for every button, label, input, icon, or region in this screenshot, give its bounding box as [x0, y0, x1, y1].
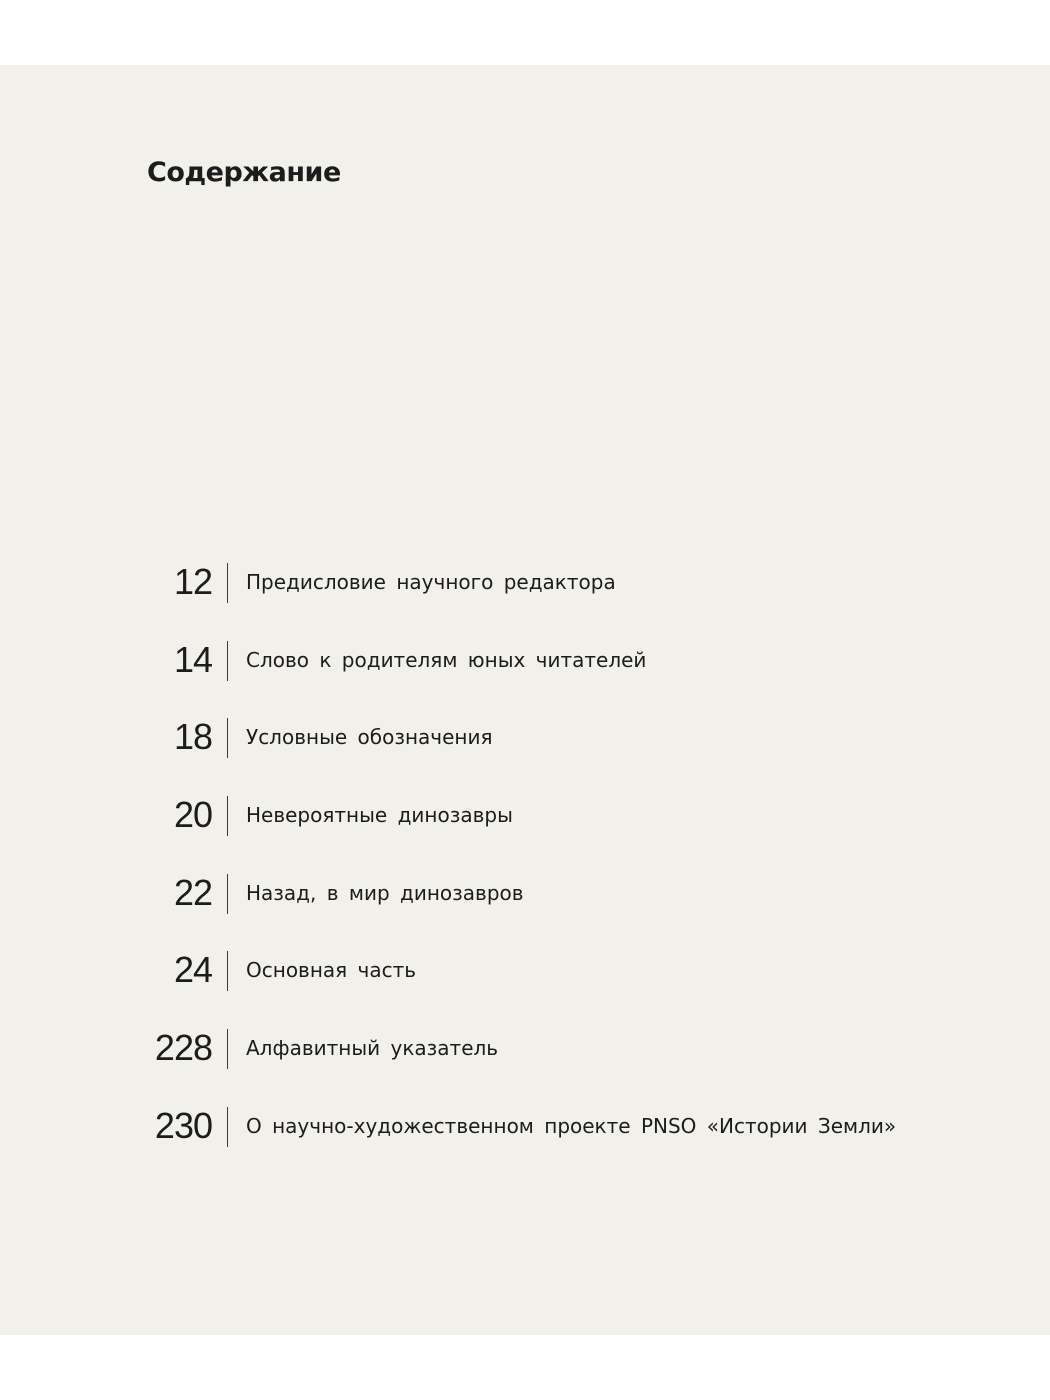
toc-page-number: 20	[173, 794, 212, 836]
toc-divider	[227, 641, 228, 681]
toc-entry	[0, 1105, 1050, 1183]
toc-entry-title: О научно-художественном проекте PNSO «Истории Земли»	[246, 1113, 897, 1138]
toc-page-number: 24	[173, 949, 212, 991]
toc-entry-title: Алфавитный указатель	[246, 1036, 499, 1061]
toc-entry	[0, 872, 1050, 950]
toc-entry-title: Условные обозначения	[246, 725, 493, 750]
toc-divider	[227, 796, 228, 836]
toc-page-number: 230	[154, 1104, 212, 1146]
toc-divider	[227, 563, 228, 603]
toc-divider	[227, 1107, 228, 1147]
toc-entry-title: Слово к родителям юных читателей	[246, 647, 647, 672]
toc-entry-title: Невероятные динозавры	[246, 803, 513, 828]
toc-page-number: 22	[173, 871, 212, 913]
toc-page-number: 228	[154, 1027, 212, 1069]
toc-page-number: 14	[173, 638, 212, 680]
toc-entry-title: Основная часть	[246, 958, 417, 983]
toc-divider	[227, 718, 228, 758]
book-page	[0, 65, 1050, 1335]
toc-page-number: 12	[173, 561, 212, 602]
toc-divider	[227, 951, 228, 991]
toc-entry-title: Предисловие научного редактора	[246, 570, 616, 594]
page-title: Содержание	[147, 157, 341, 188]
toc-entry	[0, 561, 1050, 639]
toc-entry	[0, 949, 1050, 1027]
toc-entry	[0, 794, 1050, 872]
toc-entry	[0, 716, 1050, 794]
toc-divider	[227, 1029, 228, 1069]
toc-page-number: 18	[173, 716, 212, 758]
toc-entry	[0, 1027, 1050, 1105]
toc-entry	[0, 639, 1050, 717]
toc-entry-title: Назад, в мир динозавров	[246, 880, 524, 905]
toc-divider	[227, 874, 228, 914]
table-of-contents	[0, 561, 1050, 1183]
